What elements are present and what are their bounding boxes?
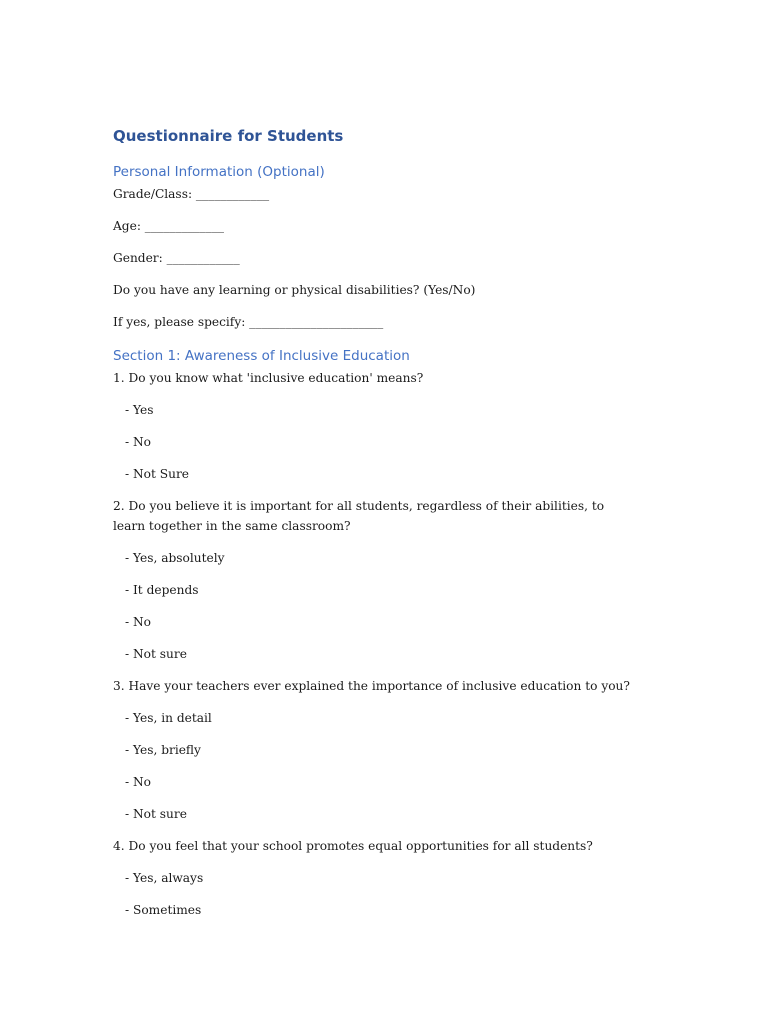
- q1-option-not-sure: - Not Sure: [125, 467, 190, 481]
- q2-option-it-depends: - It depends: [125, 583, 199, 597]
- section1-heading: Section 1: Awareness of Inclusive Education: [113, 348, 410, 364]
- q3-option-yes-briefly: - Yes, briefly: [125, 743, 201, 757]
- question-1: 1. Do you know what 'inclusive education' means?: [113, 371, 424, 385]
- q4-option-sometimes: - Sometimes: [125, 903, 202, 917]
- question-4: 4. Do you feel that your school promotes equal opportunities for all students?: [113, 839, 593, 853]
- q2-option-no: - No: [125, 615, 151, 629]
- q1-option-yes: - Yes: [125, 403, 154, 417]
- gender-field: Gender: ____________: [113, 251, 240, 265]
- q2-option-not-sure: - Not sure: [125, 647, 187, 661]
- q2-option-yes-absolutely: - Yes, absolutely: [125, 551, 225, 565]
- age-field: Age: _____________: [113, 219, 225, 233]
- specify-field: If yes, please specify: ______________________: [113, 315, 384, 329]
- document-title: Questionnaire for Students: [113, 127, 344, 145]
- q4-option-yes-always: - Yes, always: [125, 871, 204, 885]
- question-3: 3. Have your teachers ever explained the importance of inclusive education to you?: [113, 679, 630, 693]
- grade-class-field: Grade/Class: ____________: [113, 187, 270, 201]
- q3-option-no: - No: [125, 775, 151, 789]
- disabilities-question: Do you have any learning or physical disabilities? (Yes/No): [113, 283, 476, 297]
- q1-option-no: - No: [125, 435, 151, 449]
- q3-option-yes-in-detail: - Yes, in detail: [125, 711, 212, 725]
- personal-info-heading: Personal Information (Optional): [113, 164, 325, 180]
- question-2: 2. Do you believe it is important for all students, regardless of their abilities, to learn together in the same classroom?: [113, 499, 605, 533]
- q3-option-not-sure: - Not sure: [125, 807, 187, 821]
